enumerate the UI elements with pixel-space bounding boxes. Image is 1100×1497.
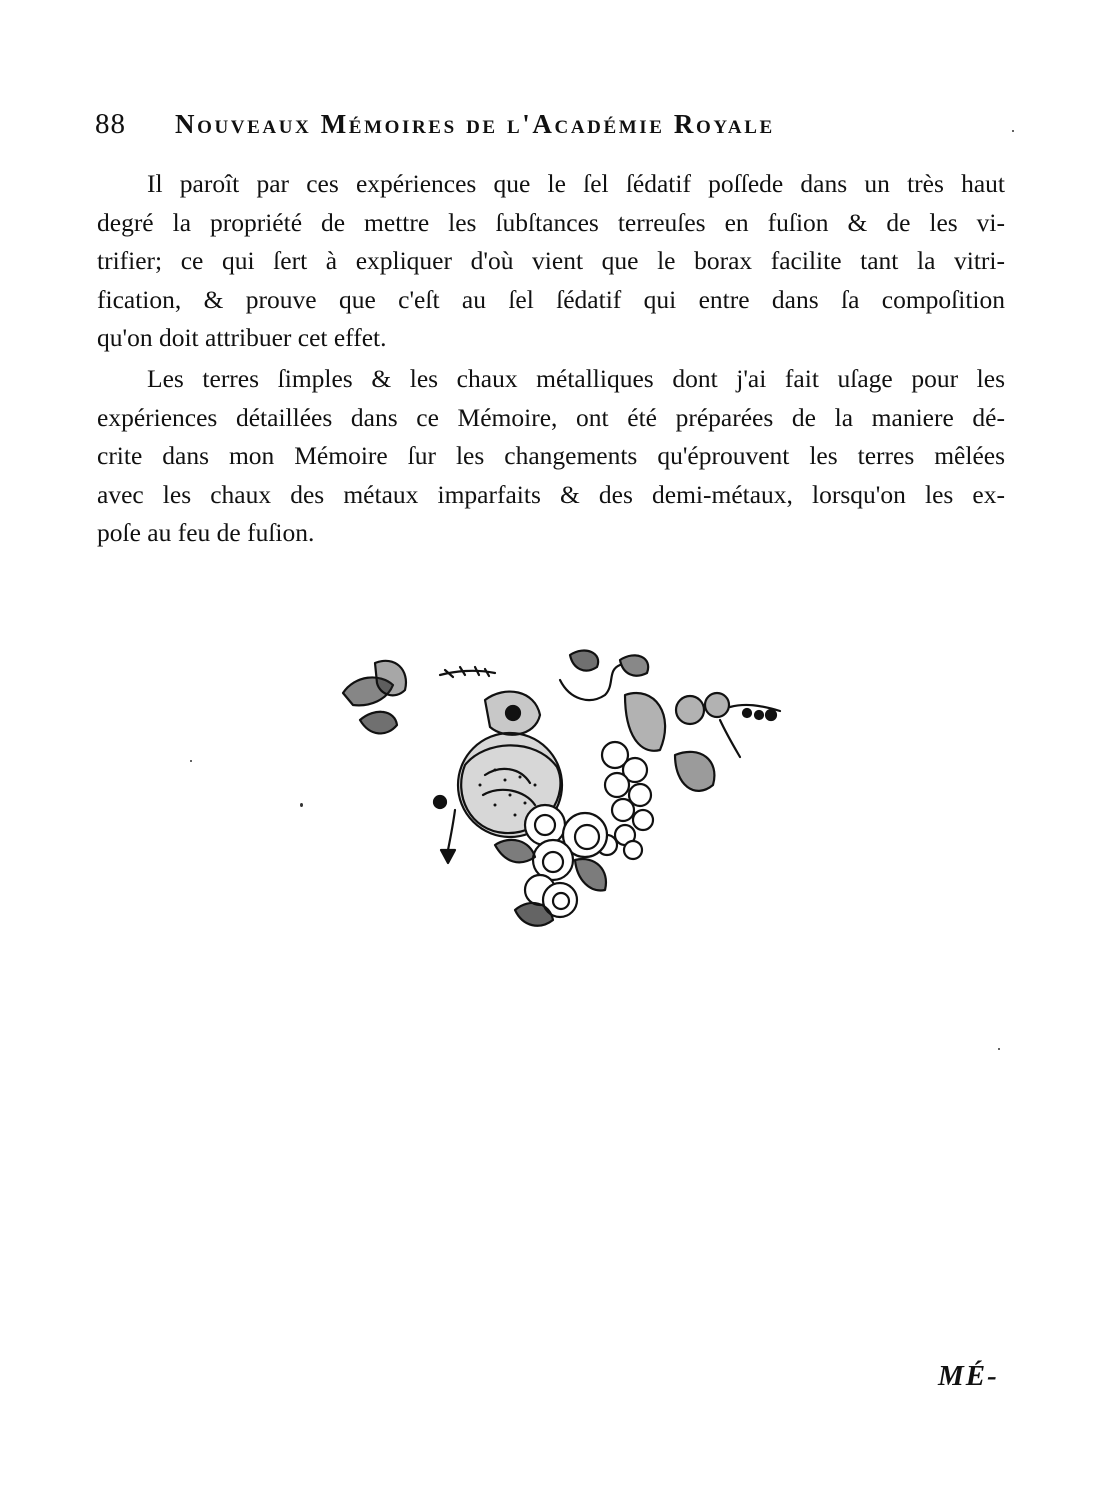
flower-shape [705,693,729,717]
page-number: 88 [95,108,126,140]
text-line: expériences détaillées dans ce Mémoire, ont été préparées de la maniere dé- [97,402,1005,432]
leaf-shape [625,693,665,751]
scan-speck [998,1048,1000,1050]
leaf-shape [620,655,648,675]
paragraph-1 [97,165,1005,358]
text-line: avec les chaux des métaux imparfaits & des demi-métaux, lorsqu'on les ex- [97,479,1005,509]
leaf-shape [495,840,535,862]
leaf-shape [360,712,397,734]
leaf-shape [575,859,606,890]
page-header [95,108,1015,148]
text-line: crite dans mon Mémoire ſur les changements qu'éprouvent les terres mêlées [97,441,1005,470]
leaf-shape [375,661,406,696]
text-line: fication, & prouve que c'eſt au ſel ſédatif qui entre dans ſa compoſition [97,284,1005,314]
text-line: Les terres ſimples & les chaux métalliques dont j'ai fait uſage pour les [147,364,1005,393]
leaf-shape [570,651,598,671]
leaf-shape [675,752,714,791]
running-title: Nouveaux Mémoires de l'Académie Royale [175,109,775,139]
paragraph-2 [97,360,1005,553]
text-line: degré la propriété de mettre les ſubſtances terreuſes en fuſion & de les vi- [97,207,1005,237]
text-line: poſe au feu de fuſion. [97,518,315,547]
scan-speck [300,803,303,807]
catchword: MÉ- [938,1360,999,1392]
text-line: Il paroît par ces expériences que le ſel ſédatif poſſede dans un très haut [147,169,1005,198]
flower-shape [676,696,704,724]
text-line: trifier; ce qui ſert à expliquer d'où vient que le borax facilite tant la vitri- [97,246,1005,275]
scan-speck [190,760,192,762]
text-line: qu'on doit attribuer cet effet. [97,323,387,352]
bud-shape [441,850,455,863]
scan-speck [1012,130,1014,132]
floral-ornament-vignette [335,645,785,930]
